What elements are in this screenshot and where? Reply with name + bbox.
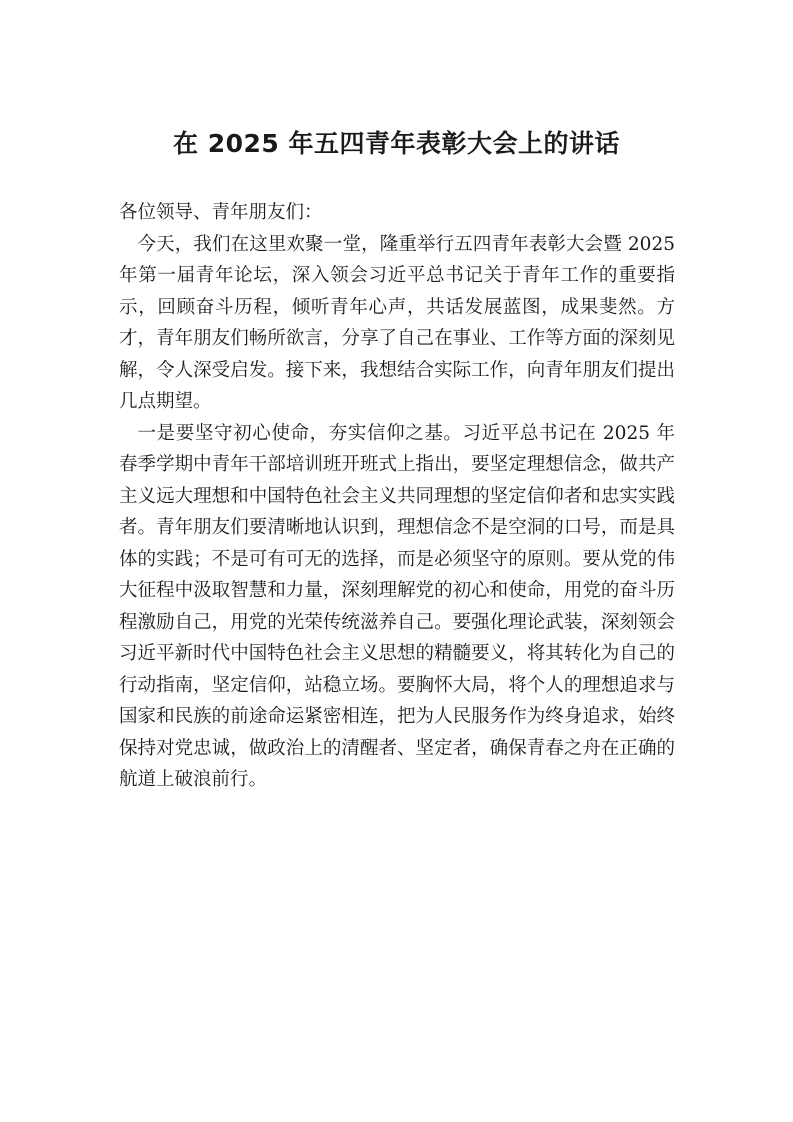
document-title: 在 2025 年五四青年表彰大会上的讲话: [173, 129, 620, 158]
document-body: [119, 197, 675, 796]
paragraph-opening: 今天，我们在这里欢聚一堂，隆重举行五四青年表彰大会暨 2025 年第一届青年论坛，深入领会习近平总书记关于青年工作的重要指示，回顾奋斗历程，倾听青年心声，共话发展蓝图，成果斐然。方才，青年朋友们畅所欲言，分享了自己在事业、工作等方面的深刻见解，令人深受启发。接下来，我想结合实际工作，向青年朋友们提出几点期望。: [119, 233, 675, 412]
paragraph-point-one: 一是要坚守初心使命，夯实信仰之基。习近平总书记在 2025 年春季学期中青年干部培训班开班式上指出，要坚定理想信念，做共产主义远大理想和中国特色社会主义共同理想的坚定信仰者和忠实实践者。青年朋友们要清晰地认识到，理想信念不是空洞的口号，而是具体的实践；不是可有可无的选择，而是必须坚守的原则。要从党的伟大征程中汲取智慧和力量，深刻理解党的初心和使命，用党的奋斗历程激励自己，用党的光荣传统滋养自己。要强化理论武装，深刻领会习近平新时代中国特色社会主义思想的精髓要义，将其转化为自己的行动指南，坚定信仰，站稳立场。要胸怀大局，将个人的理想追求与国家和民族的前途命运紧密相连，把为人民服务作为终身追求，始终保持对党忠诚，做政治上的清醒者、坚定者，确保青春之舟在正确的航道上破浪前行。: [119, 422, 675, 790]
salutation: 各位领导、青年朋友们：: [119, 202, 323, 223]
